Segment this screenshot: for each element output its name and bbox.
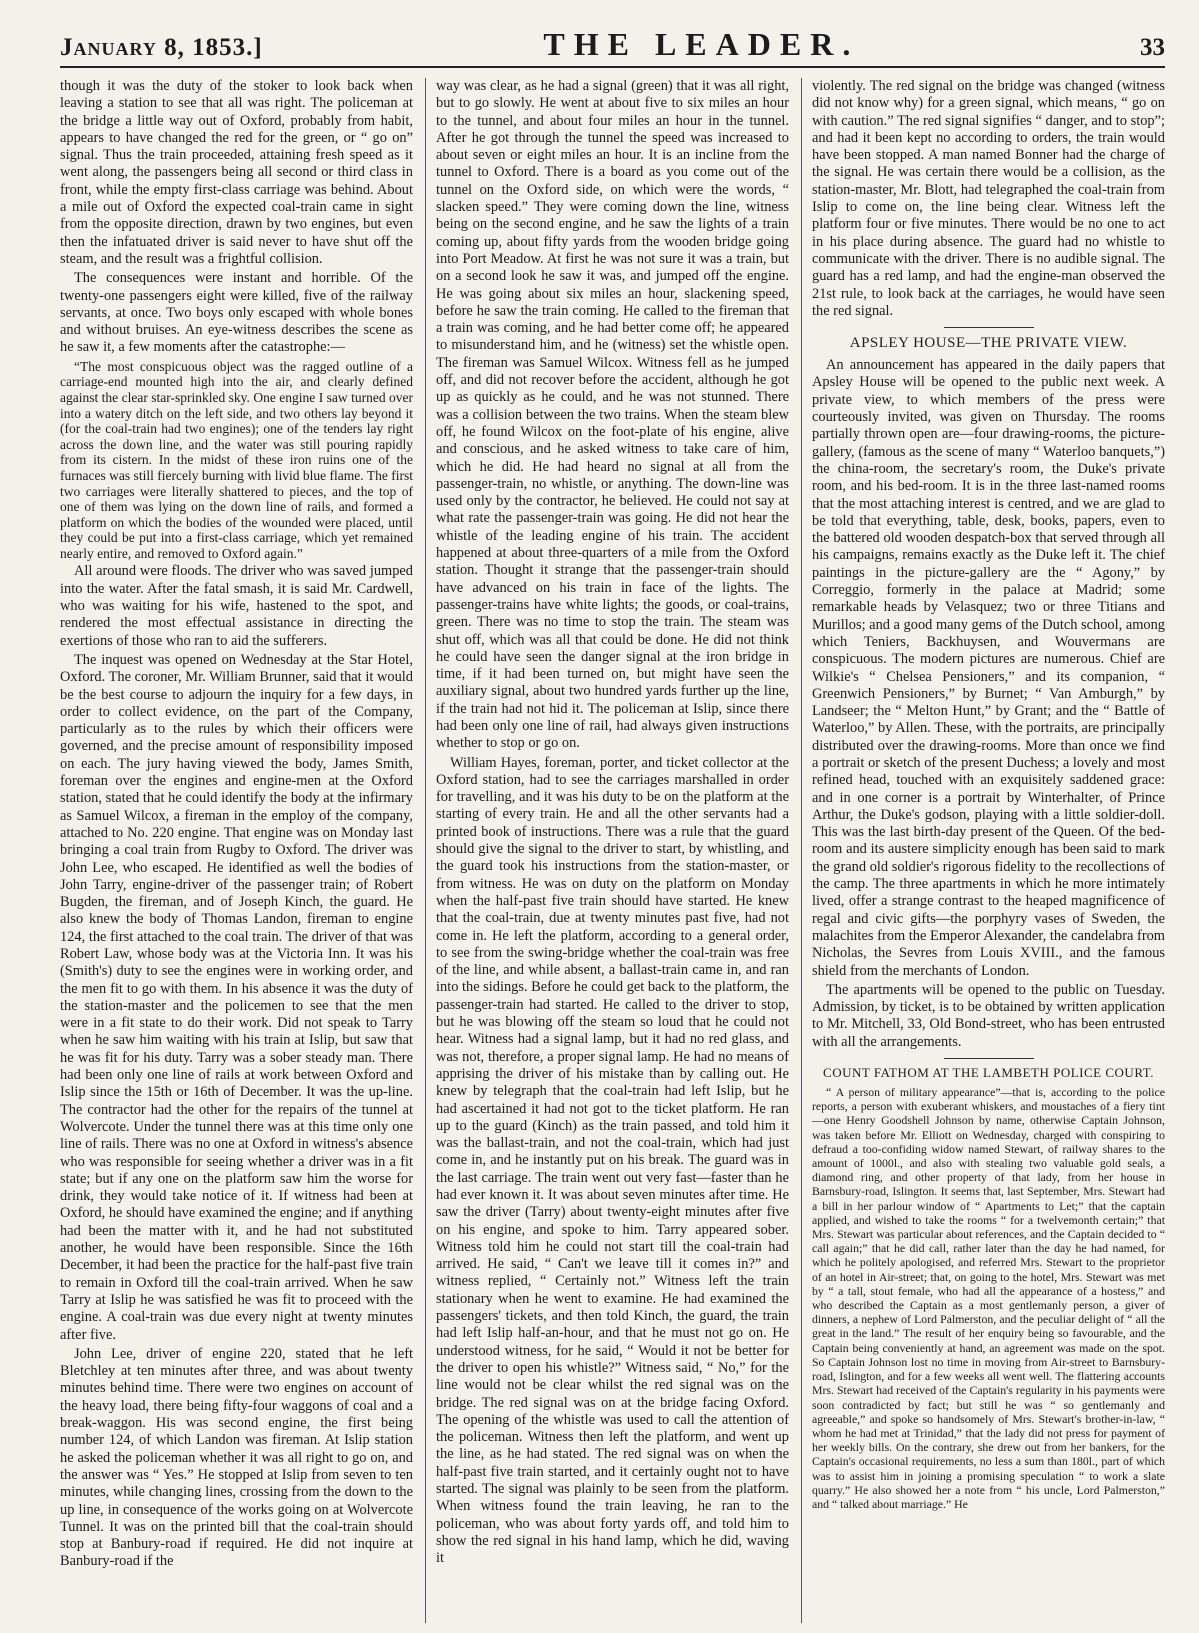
newspaper-title: THE LEADER.	[543, 26, 860, 62]
columns	[60, 78, 1165, 1623]
paragraph: The apartments will be opened to the public on Tuesday. Admission, by ticket, is to be obtained by written application to Mr. Mitchell, 33, Old Bond-street, who has been entrusted with all the arrangements.	[812, 981, 1165, 1050]
issue-date: January 8, 1853.]	[60, 34, 263, 61]
paragraph: The inquest was opened on Wednesday at the Star Hotel, Oxford. The coroner, Mr. William Brunner, said that it would be the best course to adjourn the inquiry for a few days, in order to collect evidence, on the part of the Company, particularly as to the rules by which their officers were governed, and the precise amount of responsibility imposed on each. The jury having viewed the body, James Smith, foreman over the engines and engine-men at the Oxford station, stated that he could identify the body at the infirmary as Samuel Wilcox, a fireman in the employ of the company, attached to No. 220 engine. That engine was on Monday last bringing a coal train from Rugby to Oxford. The driver was John Lee, who escaped. He identified as well the bodies of John Tarry, engine-driver of the passenger train; of Robert Bugden, the fireman, and of Joseph Kinch, the guard. He also knew the body of Thomas Landon, fireman to engine 124, the first attached to the coal train. The driver of that was Robert Law, whose body was at the Victoria Inn. It was his (Smith's) duty to see the engines were in working order, and the men fit to go with them. In his absence it was the duty of the station-master and the policemen to see that the men were in a fit state to do their work. Did not speak to Tarry when he saw him waiting with his train at Islip, but saw that he was fit for his duty. Tarry was a sober steady man. There had been only one line of rails at work between Oxford and Islip since the 15th or 16th of December. It was the up-line. The contractor had the other for the repairs of the tunnel at Wolvercote. Under the tunnel there was at this time only one line of rails. There was no one at Oxford in witness's absence who was responsible for seeing whether a driver was in a fit state; but if any one on the platform saw him the worse for drink, they would take notice of it. If witness had been at Oxford, he should have examined the engine; and if anything had been the matter with it, and he had not substituted another, he would have been responsible. Since the 16th December, it had been the practice for the half-past five train to remain in Oxford till the coal-train arrived. When he saw Tarry at Islip he was satisfied he was fit to proceed with the engine. A coal-train was due every night at twenty minutes after five.	[60, 651, 413, 1343]
paragraph: violently. The red signal on the bridge was changed (witness did not know why) for a green signal, which means, “ go on with caution.” The red signal signifies “ danger, and to stop”; and had it been kept no according to orders, the train would have been stopped. A man named Bonner had the charge of the signal. He was certain there would be a collision, as the station-master, Mr. Blott, had telegraphed the coal-train from Islip to come on, the line being clear. Witness left the platform four or five minutes. There would be no one to act in his place during absence. The guard had no whistle to communicate with the driver. There is no audible signal. The guard has a red lamp, and had the engine-man observed the 21st rule, to look back at the carriages, he would have seen the red signal.	[812, 78, 1165, 319]
column-3	[801, 78, 1165, 1623]
page-number: 33	[1140, 34, 1165, 61]
column-2	[425, 78, 789, 1623]
paragraph: All around were floods. The driver who was saved jumped into the water. After the fatal smash, it is said Mr. Cardwell, who was waiting for his wife, hastened to the spot, and rendered the most effectual assistance in directing the exertions of those who ran to aid the sufferers.	[60, 563, 413, 649]
article-heading-apsley: APSLEY HOUSE—THE PRIVATE VIEW.	[849, 335, 1128, 352]
masthead	[60, 26, 1165, 68]
section-divider	[944, 327, 1034, 328]
paragraph: John Lee, driver of engine 220, stated that he left Bletchley at ten minutes after three, and was about twenty minutes behind time. There were two engines on account of the heavy load, there being fifty-four waggons of coal and a break-waggon. His was second engine, the first being number 124, of which Landon was fireman. At Islip station he asked the policeman whether it was all right to go on, and the answer was “ Yes.” He stopped at Islip from seven to ten minutes, while changing lines, crossing from the down to the up line, in consequence of the works going on at Wolvercote Tunnel. It was on the printed bill that the coal-train should stop at Banbury-road if required. He did not inquire at Banbury-road if the	[60, 1345, 413, 1570]
paragraph: The consequences were instant and horrible. Of the twenty-one passengers eight were killed, five of the railway servants, at once. Two boys only escaped with whole bones and without bruises. An eye-witness describes the scene as he saw it, a few moments after the catastrophe:—	[60, 270, 413, 356]
paragraph: William Hayes, foreman, porter, and ticket collector at the Oxford station, had to see the carriages marshalled in order for travelling, and it was his duty to be on the platform at the starting of every train. He and all the other servants had a printed book of instructions. There was a rule that the guard should give the signal to the driver to start, by whistling, and the guard took his instructions from the station-master, or from witness. He was on duty on the platform on Monday when the half-past five train should have started. He knew that the coal-train, due at twenty minutes past five, had not come in. He left the platform, according to a general order, to see from the swing-bridge whether the coal-train was free of the line, and while absent, a ballast-train came in, and ran into the sidings. Before he could get back to the platform, the passenger-train had started. He called to the driver to stop, but he was blowing off the steam so loud that he could not hear. Witness had a signal lamp, but it had no red glass, and was not, therefore, a proper signal lamp. He had no means of apprising the driver of his mistake than by calling out. He knew by telegraph that the coal-train had left Islip, but he had ascertained it had not got to the ticket platform. He ran up to the guard (Kinch) as the train passed, and told him it was the ballast-train, and not the coal-train, which had just come in, and he instantly put on his break. The guard was in the last carriage. The train went out very fast—faster than he had ever known it. It was about seven minutes after time. He saw the driver (Tarry) about twenty-eight minutes after five on his engine, and spoke to him. Tarry appeared sober. Witness told him he could not start till the coal-train had arrived. He said, “ Can't we leave till it comes in?” and witness replied, “ Certainly not.” Witness left the train stationary when he went to examine. He had examined the passengers' tickets, and then told Kinch, the guard, the train had left Islip half-an-hour, and that he must not go on. He understood witness, for he said, “ Would it not be better for the driver to open his whistle?” Witness said, “ No,” for the line would not be clear whilst the red signal was on the bridge. The red signal was on at the bridge facing Oxford. The opening of the whistle was used to call the attention of the policeman. Witness then left the platform, and went up the line, as he had stated. The red signal was on when the half-past five train started, and it certainly ought not to have started. The signal was plainly to be seen from the platform. When witness found the train leaving, he ran to the policeman, who was about forty yards off, and told him to show the red signal in his hand lamp, which he did, waving it	[436, 754, 789, 1567]
quoted-account: “The most conspicuous object was the ragged outline of a carriage-end mounted high into the air, and clearly defined against the clear star-sprinkled sky. One engine I saw turned over into a watery ditch on the left side, and two others lay beyond it (for the coal-train had two engines); one of the tenders lay right across the down line, and the water was still pouring rapidly from its cistern. In the midst of these iron ruins one of the furnaces was still fiercely burning with livid blue flame. The first two carriages were literally shattered to pieces, and the top of one of them was lying on the down line of rails, and formed a platform on which the bodies of the wounded were placed, until they could be put into a first-class carriage, which yet remained nearly entire, and removed to Oxford again.”	[60, 358, 413, 561]
paragraph: “ A person of military appearance”—that is, according to the police reports, a person with exuberant whiskers, and moustaches of a fiery tint—one Henry Goodshell Johnson by name, otherwise Captain Johnson, was taken before Mr. Elliott on Wednesday, charged with conspiring to defraud a too-confiding widow named Stewart, of railway shares to the amount of 1000l., and also with stealing two valuable gold seals, a diamond ring, and other property of that lady, from her house in Barnsbury-road, Islington. It seems that, last September, Mrs. Stewart had a bill in her parlour window of “ Apartments to Let;” that the captain applied, and wished to take the rooms “ for a twelvemonth certain;” that Mrs. Stewart was particular about references, and the Captain decided to “ call again;” that he did call, rather later than the day he had named, for which he politely apologised, and referred Mrs. Stewart to the proprietor of an hotel in Air-street; that, on going to the hotel, Mrs. Stewart was met by “ a tall, stout female, who had all the appearance of a hostess,” and who described the Captain as a most gentlemanly person, a giver of dinners, a nephew of Lord Palmerston, and the peculiar delight of “ all the great in the land.” The result of her enquiry being so favourable, and the Captain being conveniently at hand, an agreement was made on the spot. So Captain Johnson lost no time in moving from Air-street to Barnsbury-road, Islington, and for a few weeks all went well. The flattering accounts Mrs. Stewart had received of the Captain's regularity in his payments were soon contradicted by fact; but still he was “ so gentlemanly and agreeable,” and spoke so handsomely of Mrs. Stewart's brother-in-law, “ whom he had met at Trinidad,” that the lady did not press for payment of her weekly bills. On the contrary, she drew out from her bankers, for the Captain's occasional requirements, no less a sum than 180l., part of which was to assist him in joining a promising speculation “ to work a slate quarry.” He also showed her a note from “ his uncle, Lord Palmerston,” and “ talked about marriage.” He	[812, 1085, 1165, 1511]
paragraph: though it was the duty of the stoker to look back when leaving a station to see that all was right. The policeman at the bridge a little way out of Oxford, probably from habit, appears to have changed the red for the green, or “ go on” signal. Thus the train proceeded, attaining fresh speed as it went along, the passengers being all second or third class in front, while the empty first-class carriage was behind. About a mile out of Oxford the expected coal-train came in sight from the opposite direction, drawn by two engines, but even then the infatuated driver is said never to have shut off the steam, and the result was a frightful collision.	[60, 78, 413, 267]
section-divider	[944, 1058, 1034, 1059]
paragraph: An announcement has appeared in the daily papers that Apsley House will be opened to the public next week. A private view, to which members of the press were courteously invited, was given on Thursday. The rooms partially thrown open are—four drawing-rooms, the picture-gallery, (famous as the scene of many “ Waterloo banquets,”) the china-room, the secretary's room, the Duke's private room, and his bed-room. It is in the three last-named rooms that the most attaching interest is centred, and we are glad to be told that everything, table, desk, books, papers, even to the battered old wooden despatch-box that served through all his campaigns, remains exactly as the Duke left it. The chief paintings in the picture-gallery are the “ Agony,” by Correggio, formerly in the palace at Madrid; some remarkable heads by Velasquez; two or three Titians and Murillos; and a good many gems of the Dutch school, among which Teniers, Backhuysen, and Wouvermans are conspicuous. The modern pictures are numerous. Chief are Wilkie's “ Chelsea Pensioners,” and its companion, “ Greenwich Pensioners,” by Burnet; “ Van Amburgh,” by Landseer; the “ Melton Hunt,” by Grant; and the “ Battle of Waterloo,” by Allen. These, with the portraits, are principally distributed over the drawing-rooms. More than once we find a portrait or sketch of the present Duchess; a lovely and most refined head, touched with an exquisitely saddened grace: and in one corner is a portrait by Winterhalter, of Prince Arthur, the Duke's godson, playing with a little soldier-doll. This was the last birth-day present of the Queen. Of the bed-room and its austere simplicity enough has been said to mark the grand old soldier's rigorous fidelity to the recollections of the camp. The three apartments in which he more intimately lived, offer a strange contrast to the heaped magnificence of regal and civic gifts—the porphyry vases of Sweden, the malachites from the Emperor Alexander, the candelabra from Nicholas, the Sevres from Louis XVIII., and the famous shield from the merchants of London.	[812, 357, 1165, 979]
article-heading-fathom: COUNT FATHOM AT THE LAMBETH POLICE COURT.	[823, 1065, 1154, 1081]
column-1	[60, 78, 413, 1623]
paragraph: way was clear, as he had a signal (green) that it was all right, but to go slowly. He went at about five to six miles an hour to the tunnel, and about four miles an hour in the tunnel. After he got through the tunnel the speed was increased to about seven or eight miles an hour. It is an incline from the tunnel to Oxford. There is a board as you come out of the tunnel on the Oxford side, on which were the words, “ slacken speed.” They were coming down the line, witness being on the second engine, and he saw the lights of a train coming up, about fifty yards from the wooden bridge going into Port Meadow. At first he was not sure it was a train, but on a second look he saw it was, and jumped off the engine. He was going about six miles an hour, slackening speed, before he saw the train coming. He called to the fireman that a train was coming, and he had better come off; he appeared to misunderstand him, and he (witness) set the whistle open. The fireman was Samuel Wilcox. Witness fell as he jumped off, and did not recover before the accident, although he got up as quickly as he could, and he was not stunned. There was a collision between the two trains. When the steam blew off, he found Wilcox on the foot-plate of his engine, alive and conscious, and he asked witness to take care of him, which he did. He had heard no signal at all from the passenger-train, no whistle, or anything. The down-line was used only by the contractor, he believed. He could not say at what rate the passenger-train was going. He did not hear the whistle of the leading engine of his train. The accident happened at about three-quarters of a mile from the Oxford station. Thought it strange that the passenger-train should have advanced on his train in face of the lights. The passenger-trains have white lights; the goods, or coal-trains, green. There was no time to stop the train. The steam was shut off, which was all that could be done. He did not think he could have seen the danger signal at the iron bridge in time, if it had been turned on, but might have seen the auxiliary signal, about two hundred yards further up the line, if the train had not hid it. The policeman at Islip, since there had been only one line of rail, had always given instructions whether to stop or go on.	[436, 78, 789, 752]
